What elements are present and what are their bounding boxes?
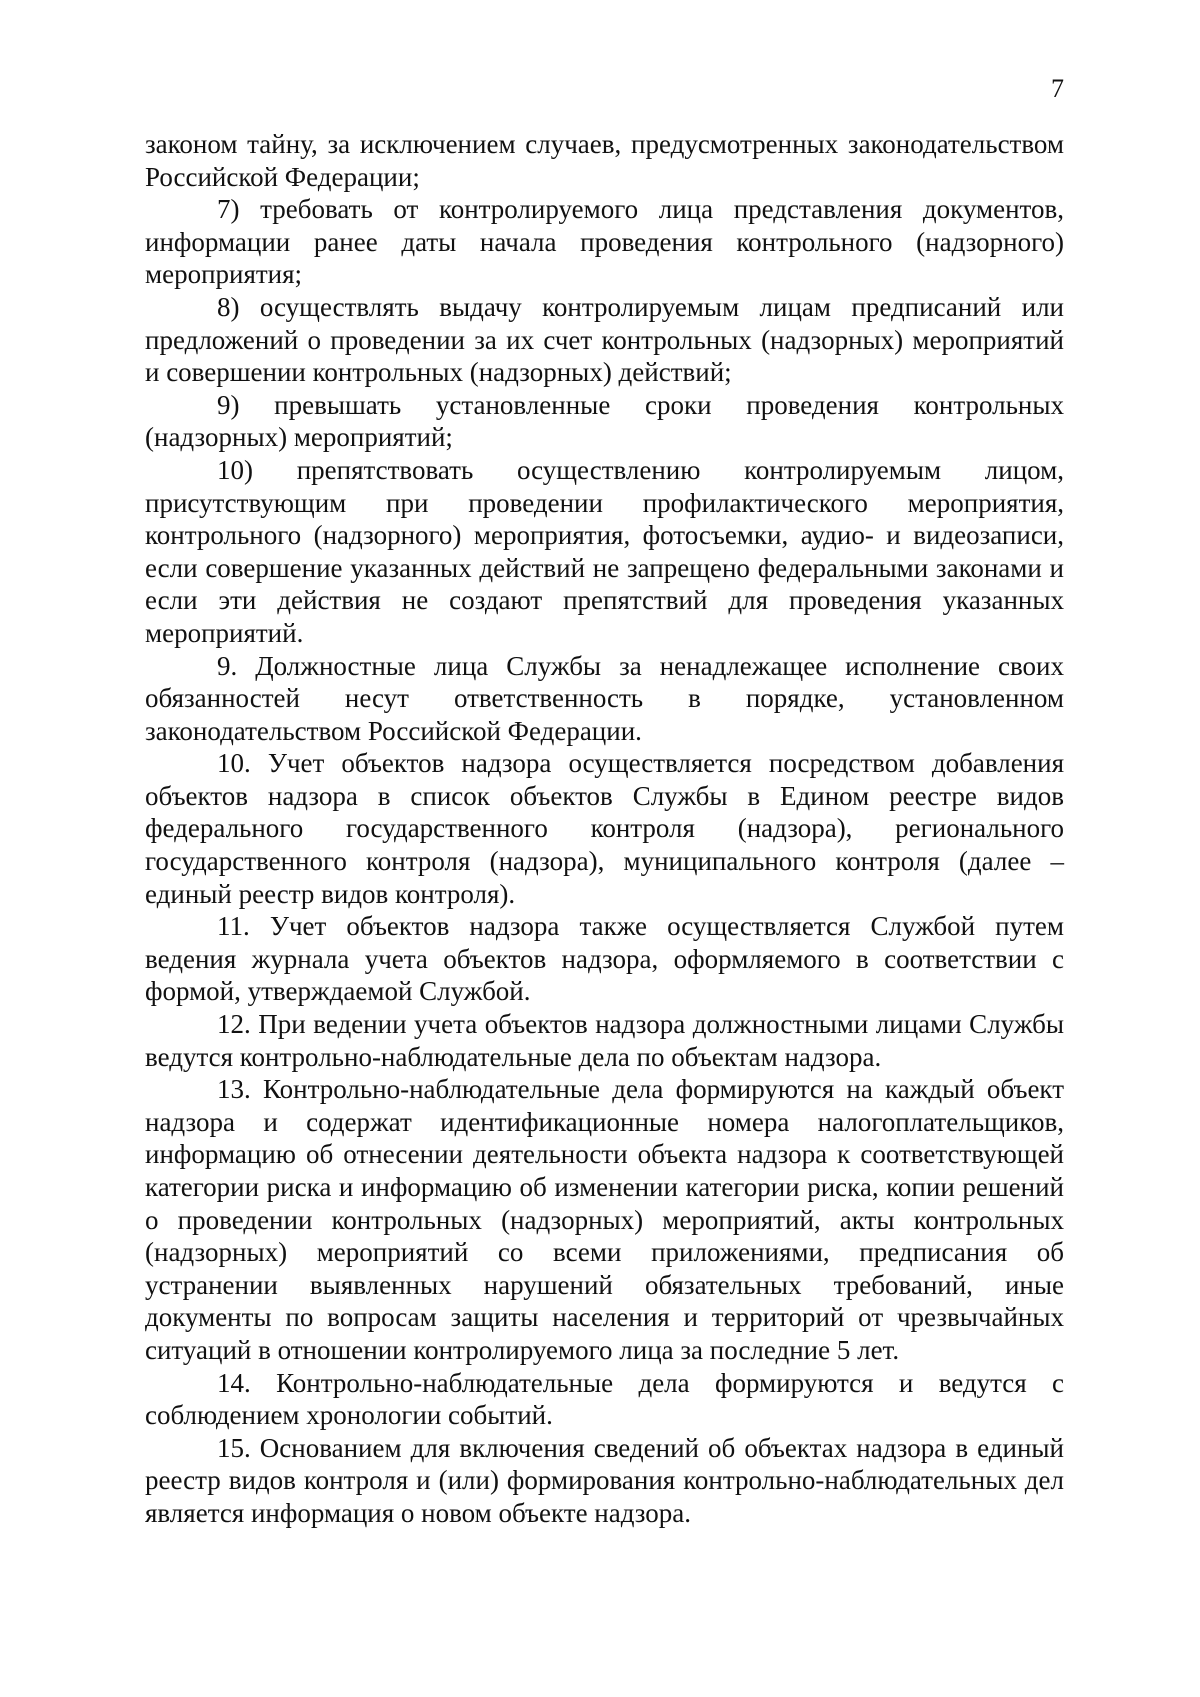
paragraph-section-12: 12. При ведении учета объектов надзора должностными лицами Службы ведутся контрольно-наблюдательные дела по объектам надзора. [145,1009,1064,1072]
paragraph-item-9: 9) превышать установленные сроки проведения контрольных (надзорных) мероприятий; [145,389,1064,453]
paragraph-section-15: 15. Основанием для включения сведений об объектах надзора в единый реестр видов контроля и (или) формирования контрольно-наблюдательных дел является информация о новом объекте надзора. [145,1432,1064,1528]
document-body [145,128,1064,1530]
paragraph-item-10: 10) препятствовать осуществлению контролируемым лицом, присутствующим при проведении профилактического мероприятия, контрольного (надзорного) мероприятия, фотосъемки, аудио- и видеозаписи, если совершение указанных действий не запрещено федеральными законами и если эти действия не создают препятствий для проведения указанных мероприятий. [145,454,1064,648]
paragraph-item-7: 7) требовать от контролируемого лица представления документов, информации ранее даты начала проведения контрольного (надзорного) мероприятия; [145,194,1064,290]
paragraph-section-14: 14. Контрольно-наблюдательные дела формируются и ведутся с соблюдением хронологии событий. [145,1367,1064,1431]
page-number: 7 [1051,74,1064,103]
paragraph-section-9: 9. Должностные лица Службы за ненадлежащее исполнение своих обязанностей несут ответственность в порядке, установленном законодательством Российской Федерации. [145,650,1064,746]
paragraph-section-11: 11. Учет объектов надзора также осуществляется Службой путем ведения журнала учета объектов надзора, оформляемого в соответствии с формой, утверждаемой Службой. [145,911,1064,1007]
paragraph-section-13: 13. Контрольно-наблюдательные дела формируются на каждый объект надзора и содержат идентификационные номера налогоплательщиков, информацию об отнесении деятельности объекта надзора к соответствующей категории риска и информацию об изменении категории риска, копии решений о проведении контрольных (надзорных) мероприятий, акты контрольных (надзорных) мероприятий со всеми приложениями, предписания об устранении выявленных нарушений обязательных требований, иные документы по вопросам защиты населения и территорий от чрезвычайных ситуаций в отношении контролируемого лица за последние 5 лет. [145,1074,1064,1365]
paragraph-continuation: законом тайну, за исключением случаев, предусмотренных законодательством Российской Федерации; [145,129,1064,192]
paragraph-section-10: 10. Учет объектов надзора осуществляется посредством добавления объектов надзора в список объектов Службы в Едином реестре видов федерального государственного контроля (надзора), регионального государственного контроля (надзора), муниципального контроля (далее – единый реестр видов контроля). [145,748,1064,909]
paragraph-item-8: 8) осуществлять выдачу контролируемым лицам предписаний или предложений о проведении за их счет контрольных (надзорных) мероприятий и совершении контрольных (надзорных) действий; [145,291,1064,388]
